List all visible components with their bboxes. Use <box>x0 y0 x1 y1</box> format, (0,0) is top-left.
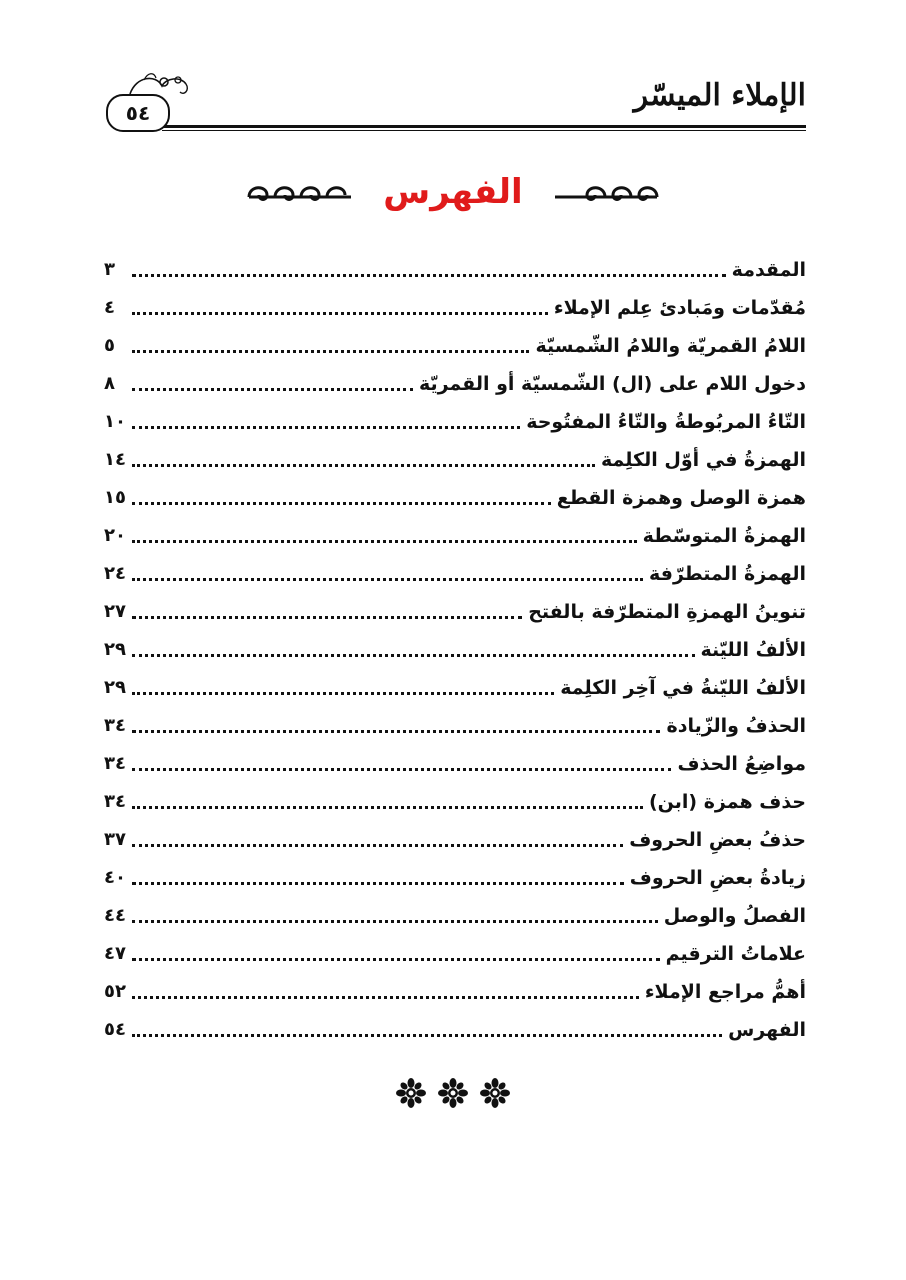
header-rule-thin <box>162 130 806 131</box>
leader-dots <box>132 730 660 733</box>
toc-entry-title: همزة الوصل وهمزة القطع <box>556 487 806 509</box>
toc-row[interactable] <box>104 551 806 589</box>
toc-entry-page: ٣٤ <box>104 753 126 774</box>
table-of-contents <box>104 247 806 1045</box>
leader-dots <box>132 958 660 961</box>
flower-ornament-icon <box>396 1078 426 1108</box>
toc-entry-title: الحذفُ والزّيادة <box>666 715 806 737</box>
toc-row[interactable] <box>104 703 806 741</box>
leader-dots <box>132 844 623 847</box>
toc-entry-page: ٢٩ <box>104 639 126 660</box>
toc-entry-title: مواضِعُ الحذف <box>677 753 806 775</box>
toc-row[interactable] <box>104 513 806 551</box>
toc-row[interactable] <box>104 855 806 893</box>
toc-row[interactable] <box>104 285 806 323</box>
toc-row[interactable] <box>104 589 806 627</box>
toc-entry-page: ٣ <box>104 259 115 280</box>
toc-row[interactable] <box>104 893 806 931</box>
toc-entry-title: الهمزةُ المتوسّطة <box>642 525 806 547</box>
toc-entry-title: مُقدّمات ومَبادئ عِلم الإملاء <box>553 297 806 319</box>
leader-dots <box>132 540 637 543</box>
toc-entry-page: ٥٢ <box>104 981 126 1002</box>
toc-entry-title: حذف همزة (ابن) <box>648 791 806 813</box>
index-title-row <box>0 168 906 216</box>
leader-dots <box>132 464 595 467</box>
toc-row[interactable] <box>104 361 806 399</box>
leader-dots <box>132 388 413 391</box>
toc-row[interactable] <box>104 779 806 817</box>
toc-row[interactable] <box>104 399 806 437</box>
leader-dots <box>132 616 522 619</box>
toc-entry-page: ٤ <box>104 297 115 318</box>
running-header <box>100 70 806 130</box>
toc-entry-page: ٤٠ <box>104 867 126 888</box>
leader-dots <box>132 882 624 885</box>
toc-row[interactable] <box>104 741 806 779</box>
toc-row[interactable] <box>104 627 806 665</box>
toc-entry-page: ٥ <box>104 335 115 356</box>
toc-entry-title: الهمزةُ المتطرّفة <box>648 563 806 585</box>
flower-ornament-icon <box>438 1078 468 1108</box>
toc-entry-title: علاماتُ الترقيم <box>665 943 806 965</box>
toc-entry-title: المقدمة <box>731 259 806 281</box>
toc-entry-page: ٢٧ <box>104 601 126 622</box>
toc-entry-page: ٥٤ <box>104 1019 126 1040</box>
toc-entry-title: اللامُ القمريّة واللامُ الشّمسيّة <box>535 335 806 357</box>
leader-dots <box>132 806 643 809</box>
toc-entry-title: التّاءُ المربُوطةُ والتّاءُ المفتُوحة <box>526 411 806 433</box>
leader-dots <box>132 768 671 771</box>
toc-row[interactable] <box>104 247 806 285</box>
toc-entry-title: الألفُ الليّنة <box>700 639 806 661</box>
page-number-badge <box>106 94 170 132</box>
end-ornaments <box>0 1078 906 1108</box>
leader-dots <box>132 578 643 581</box>
toc-entry-page: ٢٩ <box>104 677 126 698</box>
toc-entry-page: ٨ <box>104 373 115 394</box>
toc-entry-title: الفهرس <box>728 1019 806 1041</box>
toc-row[interactable] <box>104 931 806 969</box>
toc-entry-page: ٣٤ <box>104 715 126 736</box>
toc-row[interactable] <box>104 437 806 475</box>
toc-entry-page: ١٥ <box>104 487 126 508</box>
page-number: ٥٤ <box>125 101 151 125</box>
toc-entry-page: ١٠ <box>104 411 126 432</box>
toc-entry-title: تنوينُ الهمزةِ المتطرّفة بالفتح <box>528 601 806 623</box>
toc-row[interactable] <box>104 323 806 361</box>
toc-entry-page: ٤٧ <box>104 943 126 964</box>
toc-entry-title: الفصلُ والوصل <box>663 905 806 927</box>
toc-row[interactable] <box>104 1007 806 1045</box>
toc-entry-page: ٣٤ <box>104 791 126 812</box>
leader-dots <box>132 1034 722 1037</box>
leader-dots <box>132 692 554 695</box>
book-title: الإملاء الميسّر <box>633 78 806 113</box>
toc-entry-title: دخول اللام على (ال) الشّمسيّة أو القمريّة <box>418 373 806 395</box>
toc-entry-page: ٢٠ <box>104 525 126 546</box>
toc-entry-title: الهمزةُ في أوّل الكلِمة <box>601 449 806 471</box>
toc-row[interactable] <box>104 817 806 855</box>
toc-entry-title: أهمُّ مراجع الإملاء <box>644 981 806 1003</box>
toc-entry-title: الألفُ الليّنةُ في آخِر الكلِمة <box>560 677 806 699</box>
toc-entry-page: ٤٤ <box>104 905 126 926</box>
toc-entry-page: ٢٤ <box>104 563 126 584</box>
toc-entry-title: حذفُ بعضِ الحروف <box>629 829 806 851</box>
leader-dots <box>132 350 529 353</box>
leader-dots <box>132 426 520 429</box>
right-ornament-icon <box>551 177 661 207</box>
leader-dots <box>132 274 726 277</box>
leader-dots <box>132 996 639 999</box>
left-ornament-icon <box>245 177 355 207</box>
flower-ornament-icon <box>480 1078 510 1108</box>
toc-entry-title: زيادةُ بعضِ الحروف <box>629 867 806 889</box>
toc-entry-page: ٣٧ <box>104 829 126 850</box>
leader-dots <box>132 502 551 505</box>
toc-row[interactable] <box>104 969 806 1007</box>
header-rule <box>162 125 806 128</box>
leader-dots <box>132 312 548 315</box>
index-title: الفهرس <box>383 172 523 212</box>
leader-dots <box>132 920 658 923</box>
toc-row[interactable] <box>104 475 806 513</box>
toc-row[interactable] <box>104 665 806 703</box>
toc-entry-page: ١٤ <box>104 449 126 470</box>
leader-dots <box>132 654 695 657</box>
